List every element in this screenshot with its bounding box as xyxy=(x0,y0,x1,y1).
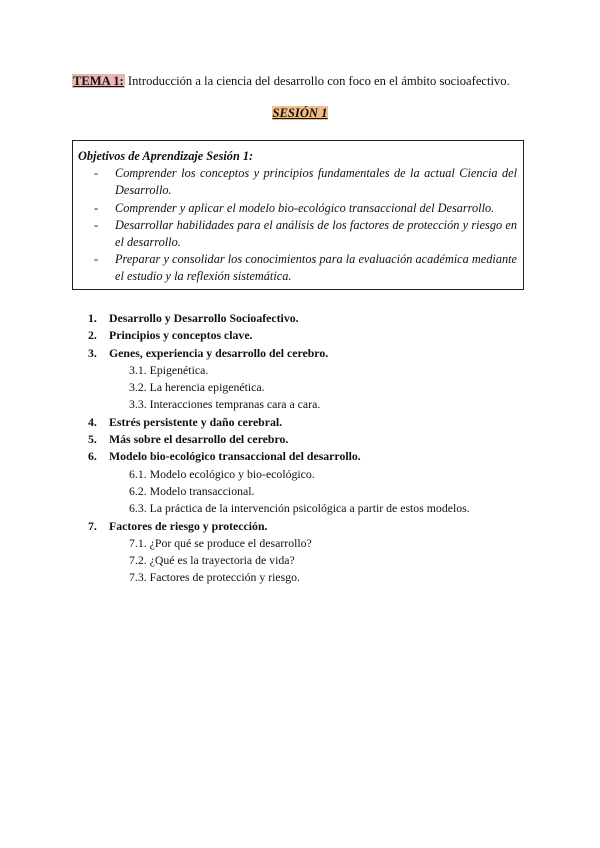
dash-bullet: - xyxy=(94,217,99,232)
subsection-item: 3.1. Epigenética. xyxy=(129,362,209,377)
topic-title: Introducción a la ciencia del desarrollo con foco en el ámbito socioafectivo. xyxy=(124,74,510,88)
subsection-item: 3.3. Interacciones tempranas cara a cara. xyxy=(129,397,321,412)
topic-heading xyxy=(72,73,542,89)
section-number: 1. xyxy=(88,311,97,325)
section-title: Más sobre el desarrollo del cerebro. xyxy=(109,432,289,447)
dash-bullet: - xyxy=(94,252,99,267)
section-7 xyxy=(88,518,528,587)
objective-item xyxy=(78,165,517,199)
objective-text: Comprender los conceptos y principios fundamentales de la actual Ciencia del Desarrollo. xyxy=(115,166,517,198)
section-3 xyxy=(88,345,528,414)
subsection-item: 3.2. La herencia epigenética. xyxy=(129,380,265,395)
section-number: 2. xyxy=(88,328,97,343)
subsection-item: 7.3. Factores de protección y riesgo. xyxy=(129,570,301,585)
dash-bullet: - xyxy=(94,200,99,215)
table-of-contents xyxy=(88,310,528,587)
section-6 xyxy=(88,448,528,517)
section-number: 5. xyxy=(88,432,97,447)
subsection-item: 6.1. Modelo ecológico y bio-ecológico. xyxy=(129,466,315,481)
subsection-item: 6.2. Modelo transaccional. xyxy=(129,483,255,498)
subsection-item: 7.1. ¿Por qué se produce el desarrollo? xyxy=(129,535,312,550)
section-number: 3. xyxy=(88,345,97,360)
subsection-item: 6.3. La práctica de la intervención psicológica a partir de estos modelos. xyxy=(129,501,470,516)
section-title: Estrés persistente y daño cerebral. xyxy=(109,414,283,429)
section-title: Desarrollo y Desarrollo Socioafectivo. xyxy=(109,311,299,325)
section-title: Modelo bio-ecológico transaccional del desarrollo. xyxy=(109,449,361,464)
objective-text: Comprender y aplicar el modelo bio-ecológico transaccional del Desarrollo. xyxy=(115,200,495,215)
objective-item xyxy=(78,251,517,285)
section-5 xyxy=(88,431,528,448)
objective-text: Desarrollar habilidades para el análisis de los factores de protección y riesgo en el desarrollo. xyxy=(115,217,517,250)
objectives-title: Objetivos de Aprendizaje Sesión 1: xyxy=(78,149,254,163)
section-2 xyxy=(88,327,528,344)
section-number: 4. xyxy=(88,414,97,429)
section-title: Genes, experiencia y desarrollo del cerebro. xyxy=(109,345,329,360)
section-1 xyxy=(88,310,528,327)
objective-text: Preparar y consolidar los conocimientos para la evaluación académica mediante el estudio y la reflexión sistemática. xyxy=(115,252,517,284)
objectives-box xyxy=(72,140,524,290)
dash-bullet: - xyxy=(94,166,99,181)
objective-item xyxy=(78,200,517,217)
objectives-list xyxy=(78,165,517,285)
section-number: 6. xyxy=(88,449,97,464)
topic-label: TEMA 1: xyxy=(73,74,124,88)
section-title: Principios y conceptos clave. xyxy=(109,328,253,343)
session-title xyxy=(0,106,600,121)
session-title-text: SESIÓN 1 xyxy=(272,106,328,120)
subsection-item: 7.2. ¿Qué es la trayectoria de vida? xyxy=(129,553,295,568)
section-4 xyxy=(88,414,528,431)
section-title: Factores de riesgo y protección. xyxy=(109,518,268,533)
section-number: 7. xyxy=(88,518,97,533)
objective-item xyxy=(78,217,517,251)
